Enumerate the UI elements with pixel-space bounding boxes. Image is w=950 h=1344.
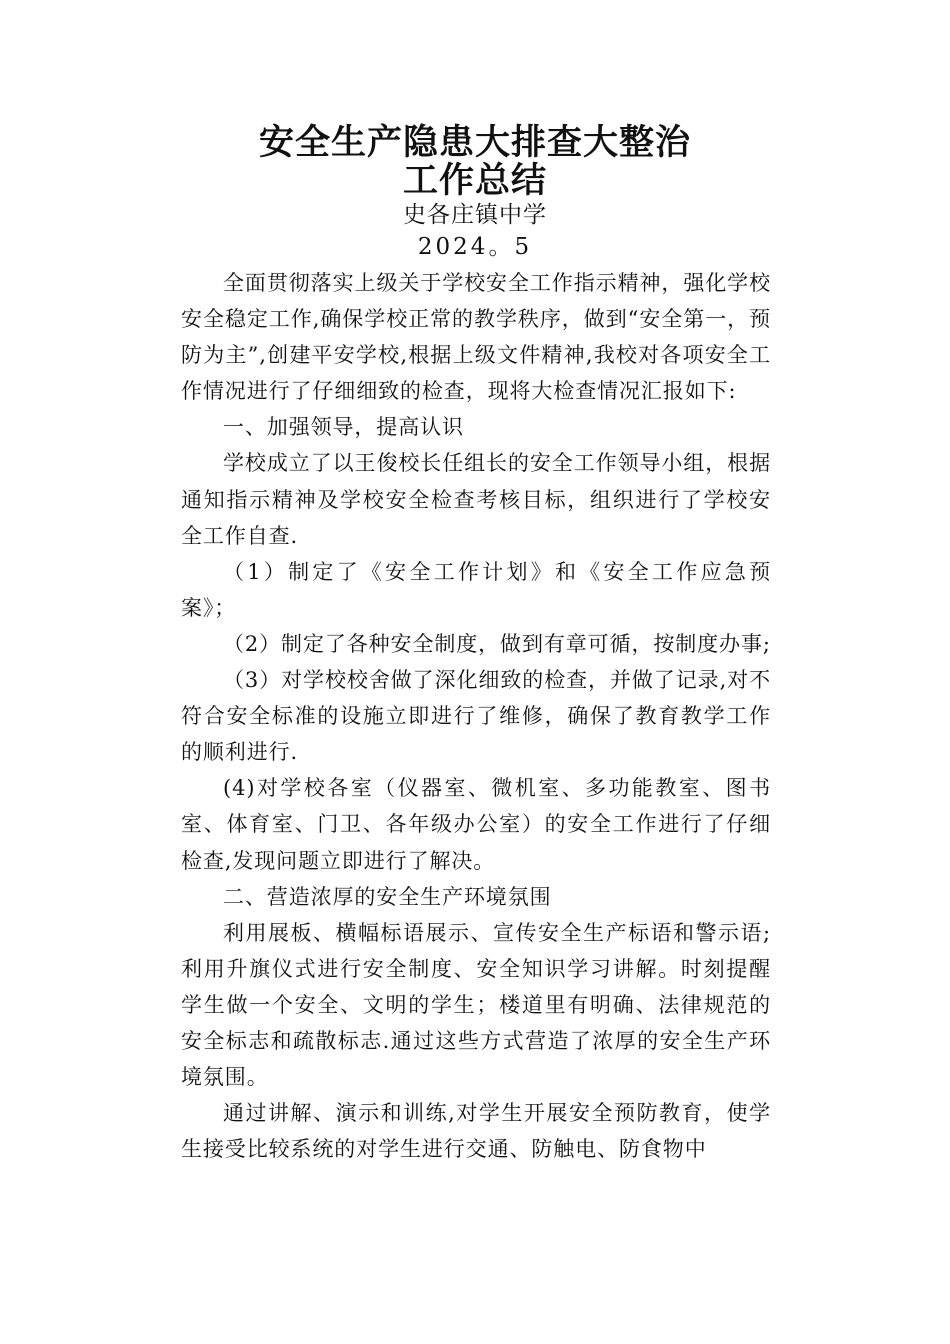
section-2-paragraph: 利用展板、横幅标语展示、宣传安全生产标语和警示语;利用升旗仪式进行安全制度、安全知识学习讲解。时刻提醒学生做一个安全、文明的学生；楼道里有明确、法律规范的安全标志和疏散标志.通过这些方式营造了浓厚的安全生产环境氛围。 [181,920,771,1090]
document-title-line2: 工作总结 [402,160,547,201]
list-item-4: (4)对学校各室（仪器室、微机室、多功能教室、图书室、体育室、门卫、各年级办公室）的安全工作进行了仔细检查,发现问题立即进行了解决。 [181,776,771,873]
section-heading-2: 二、营造浓厚的安全生产环境氛围 [223,884,552,909]
document-date: 2024。5 [417,234,533,260]
document-body [181,265,771,1167]
section-2-paragraph-cont: 通过讲解、演示和训练,对学生开展安全预防教育，使学生接受比较系统的对学生进行交通、防触电、防食物中 [181,1101,771,1162]
intro-paragraph: 全面贯彻落实上级关于学校安全工作指示精神，强化学校安全稳定工作,确保学校正常的教学秩序，做到“安全第一，预防为主”,创建平安学校,根据上级文件精神,我校对各项安全工作情况进行了仔细细致的检查，现将大检查情况汇报如下: [181,271,771,404]
list-item-1: （1）制定了《安全工作计划》和《安全工作应急预案》； [181,559,771,620]
section-heading-1: 一、加强领导，提高认识 [223,415,464,440]
list-item-3: （3）对学校校舍做了深化细致的检查，并做了记录,对不符合安全标准的设施立即进行了维修，确保了教育教学工作的顺利进行. [181,668,771,765]
document-title-line1: 安全生产隐患大排查大整治 [258,122,691,163]
school-name: 史各庄镇中学 [403,202,547,228]
section-1-paragraph: 学校成立了以王俊校长任组长的安全工作领导小组，根据通知指示精神及学校安全检查考核目标，组织进行了学校安全工作自查. [181,451,771,548]
list-item-2: （2）制定了各种安全制度，做到有章可循，按制度办事; [223,631,771,656]
